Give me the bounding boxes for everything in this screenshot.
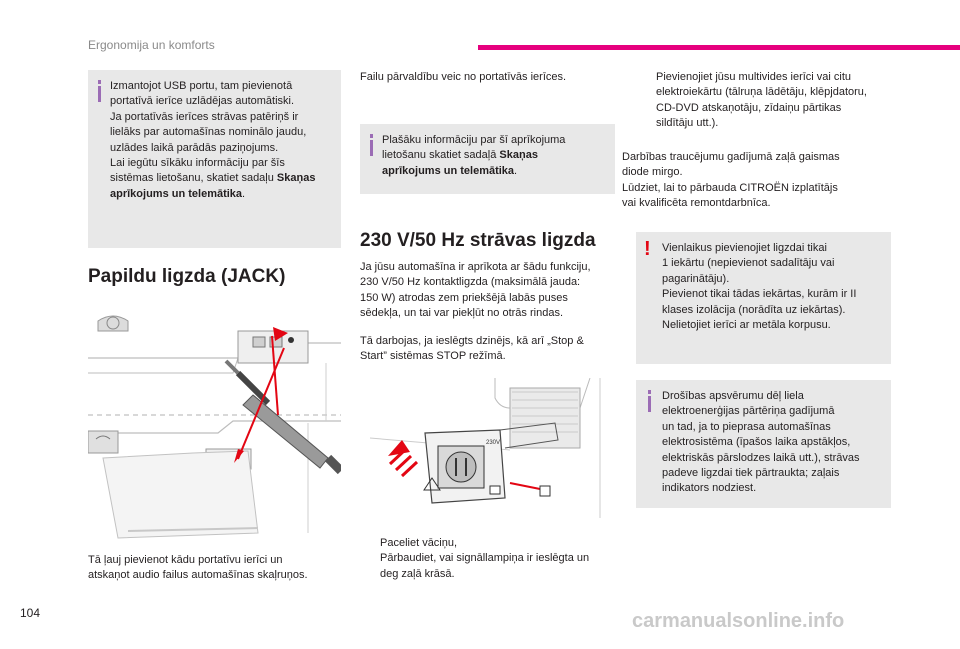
para-line: sēdekļa, un tai var piekļūt no otrās rindas.: [360, 307, 564, 320]
para-line: Ja jūsu automašīna ir aprīkota ar šādu funkciju,: [360, 261, 591, 273]
safety-info-box: [636, 380, 891, 508]
audio-info-box: [360, 124, 615, 194]
info-line: lietošanu skatiet sadaļā: [382, 149, 500, 162]
info-line: uzlādes laikā parādās paziņojums.: [110, 141, 279, 154]
bullet-line: sildītāju utt.).: [656, 117, 719, 130]
para-line: 230 V/50 Hz kontaktligzda (maksimālā jauda:: [360, 276, 581, 289]
info-link-bold: aprīkojums un telemātika: [382, 164, 515, 177]
bullet-line: CD-DVD atskaņotāju, zīdaiņu pārtikas: [656, 101, 842, 114]
info-line: lielāks par automašīnas nominālo jaudu,: [110, 126, 307, 139]
para-line: Lūdziet, lai to pārbauda CITROËN izplatītājs: [622, 181, 838, 194]
info-line: indikators nodziest.: [662, 482, 757, 495]
info-icon: [645, 390, 653, 412]
warning-line: pagarinātāju).: [662, 272, 730, 285]
para-line: Tā darbojas, ja ieslēgts dzinējs, kā arī „Stop &: [360, 335, 584, 347]
list-item: [360, 551, 620, 582]
info-line: elektrosistēma (īpašos laika apstākļos,: [662, 436, 851, 449]
warning-icon: !: [644, 238, 651, 260]
info-line: padeve ligzdai tiek pārtraukta; zaļais: [662, 467, 840, 480]
jack-caption: [88, 553, 308, 584]
info-line-end: .: [242, 187, 246, 200]
info-line: Lai iegūtu sīkāku informāciju par šīs: [110, 157, 285, 170]
para-line: Start” sistēmas STOP režīmā.: [360, 350, 506, 363]
info-line: portatīvā ierīce uzlādējas automātiski.: [110, 95, 295, 108]
info-line: Izmantojot USB portu, tam pievienotā: [110, 80, 293, 92]
section-header: Ergonomija un komforts: [88, 38, 215, 52]
caption-line: atskaņot audio failus automašīnas skaļruņos.: [88, 569, 308, 582]
warning-box: [636, 232, 891, 364]
socket-description: [360, 260, 591, 322]
bullet-line: Pārbaudiet, vai signāllampiņa ir ieslēgta un: [380, 552, 590, 565]
caption-line: Tā ļauj pievienot kādu portatīvu ierīci un: [88, 554, 283, 566]
list-item: [360, 536, 620, 551]
info-line: Plašāku informāciju par šī aprīkojuma: [382, 134, 566, 146]
bullet-line: Pievienojiet jūsu multivides ierīci vai citu: [656, 71, 852, 83]
info-line: Ja portatīvās ierīces strāvas patēriņš ir: [110, 110, 299, 123]
info-line: elektriskās pārslodzes laikā utt.), strāvas: [662, 451, 860, 464]
info-line: un tad, ja to pieprasa automašīnas: [662, 420, 831, 433]
warning-line: Vienlaikus pievienojiet ligzdai tikai: [662, 242, 827, 254]
malfunction-text: [622, 150, 840, 212]
power-socket-illustration: [360, 378, 612, 518]
info-line: elektroenerģijas pārtēriņa gadījumā: [662, 405, 835, 418]
warning-line: Nelietojiet ierīci ar metāla korpusu.: [662, 319, 831, 332]
bullet-line: Paceliet vāciņu,: [380, 537, 458, 549]
info-icon: [95, 80, 103, 102]
warning-line: Pievienot tikai tādas iekārtas, kurām ir II: [662, 288, 857, 301]
usb-info-box: [88, 70, 341, 248]
file-management-intro: Failu pārvaldību veic no portatīvās ierīces.: [360, 71, 567, 83]
connect-step: [636, 70, 896, 132]
para-line: Darbības traucējumu gadījumā zaļā gaismas: [622, 151, 840, 163]
list-item: [636, 70, 896, 132]
para-line: 150 W) atrodas zem priekšējā labās puses: [360, 291, 568, 304]
warning-line: 1 iekārtu (nepievienot sadalītāju vai: [662, 257, 835, 270]
jack-heading: Papildu ligzda (JACK): [88, 266, 286, 287]
bullet-line: deg zaļā krāsā.: [380, 567, 455, 580]
info-link-bold: Skaņas: [276, 172, 316, 185]
header-accent-bar: [478, 45, 960, 50]
watermark-text: carmanualsonline.info: [632, 610, 845, 632]
para-line: vai kvalificēta remontdarbnīca.: [622, 197, 771, 210]
socket-operation: [360, 334, 584, 365]
info-line-end: .: [514, 164, 518, 177]
info-link-bold: aprīkojums un telemātika: [110, 187, 243, 200]
info-line: sistēmas lietošanu, skatiet sadaļu: [110, 172, 277, 185]
socket-heading: 230 V/50 Hz strāvas ligzda: [360, 230, 596, 251]
warning-line: klases izolācija (norādīta uz iekārtas).: [662, 303, 846, 316]
socket-label: 230V: [486, 440, 501, 446]
info-link-bold: Skaņas: [499, 149, 538, 162]
socket-steps: [360, 536, 620, 582]
bullet-line: elektroiekārtu (tālruņa lādētāju, klēpjdatoru,: [656, 86, 867, 99]
page-number: 104: [20, 606, 41, 620]
para-line: diode mirgo.: [622, 166, 683, 179]
info-line: Drošības apsvērumu dēļ liela: [662, 390, 804, 402]
info-icon: [367, 134, 375, 156]
jack-socket-illustration: [88, 303, 341, 543]
